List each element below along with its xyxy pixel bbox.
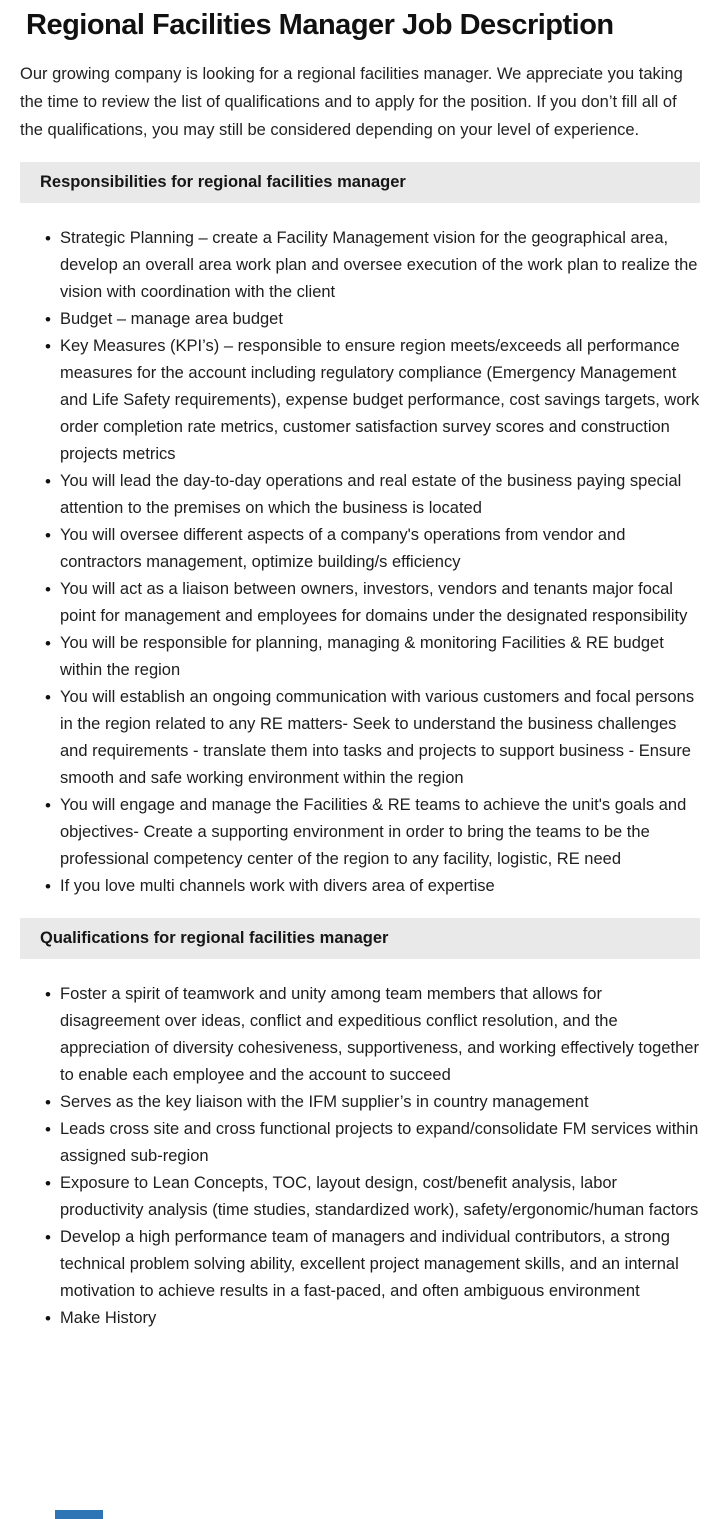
list-item: • You will oversee different aspects of a company's operations from vendor and contractors management, optimize building/s efficiency	[20, 522, 700, 576]
list-item: • Make History	[20, 1305, 700, 1332]
list-item: • Leads cross site and cross functional projects to expand/consolidate FM services within assigned sub-region	[20, 1116, 700, 1170]
list-item: • Foster a spirit of teamwork and unity among team members that allows for disagreement over ideas, conflict and expeditious conflict resolution, and the appreciation of diversity cohesiveness, supportiveness, and working effectively together to enable each employee and the account to succeed	[20, 981, 700, 1089]
list-item: • Key Measures (KPI’s) – responsible to ensure region meets/exceeds all performance measures for the account including regulatory compliance (Emergency Management and Life Safety requirements), expense budget performance, cost savings targets, work order completion rate metrics, customer satisfaction survey scores and construction projects metrics	[20, 333, 700, 468]
section-heading-responsibilities: Responsibilities for regional facilities manager	[20, 162, 700, 203]
responsibilities-list	[20, 225, 700, 900]
list-item: • You will lead the day-to-day operations and real estate of the business paying special attention to the premises on which the business is located	[20, 468, 700, 522]
list-item: • If you love multi channels work with divers area of expertise	[20, 873, 700, 900]
list-item: • Exposure to Lean Concepts, TOC, layout design, cost/benefit analysis, labor productivity analysis (time studies, standardized work), safety/ergonomic/human factors	[20, 1170, 700, 1224]
page-title: Regional Facilities Manager Job Description	[26, 9, 614, 41]
list-item: • You will establish an ongoing communication with various customers and focal persons in the region related to any RE matters- Seek to understand the business challenges and requirements - translate them into tasks and projects to support business - Ensure smooth and safe working environment within the region	[20, 684, 700, 792]
intro-paragraph: Our growing company is looking for a regional facilities manager. We appreciate you taking the time to review the list of qualifications and to apply for the position. If you don’t fill all of the qualifications, you may still be considered depending on your level of experience.	[20, 65, 683, 139]
list-item: • You will act as a liaison between owners, investors, vendors and tenants major focal point for management and employees for domains under the designated responsibility	[20, 576, 700, 630]
list-item: • Serves as the key liaison with the IFM supplier’s in country management	[20, 1089, 700, 1116]
list-item: • Budget – manage area budget	[20, 306, 700, 333]
list-item: • Strategic Planning – create a Facility Management vision for the geographical area, develop an overall area work plan and oversee execution of the work plan to realize the vision with coordination with the client	[20, 225, 700, 306]
list-item: • Develop a high performance team of managers and individual contributors, a strong technical problem solving ability, excellent project management skills, and an internal motivation to achieve results in a fast-paced, and often ambiguous environment	[20, 1224, 700, 1305]
list-item: • You will be responsible for planning, managing & monitoring Facilities & RE budget within the region	[20, 630, 700, 684]
list-item: • You will engage and manage the Facilities & RE teams to achieve the unit's goals and objectives- Create a supporting environment in order to bring the teams to be the professional competency center of the region to any facility, logistic, RE need	[20, 792, 700, 873]
qualifications-list	[20, 981, 700, 1332]
section-heading-qualifications: Qualifications for regional facilities manager	[20, 918, 700, 959]
